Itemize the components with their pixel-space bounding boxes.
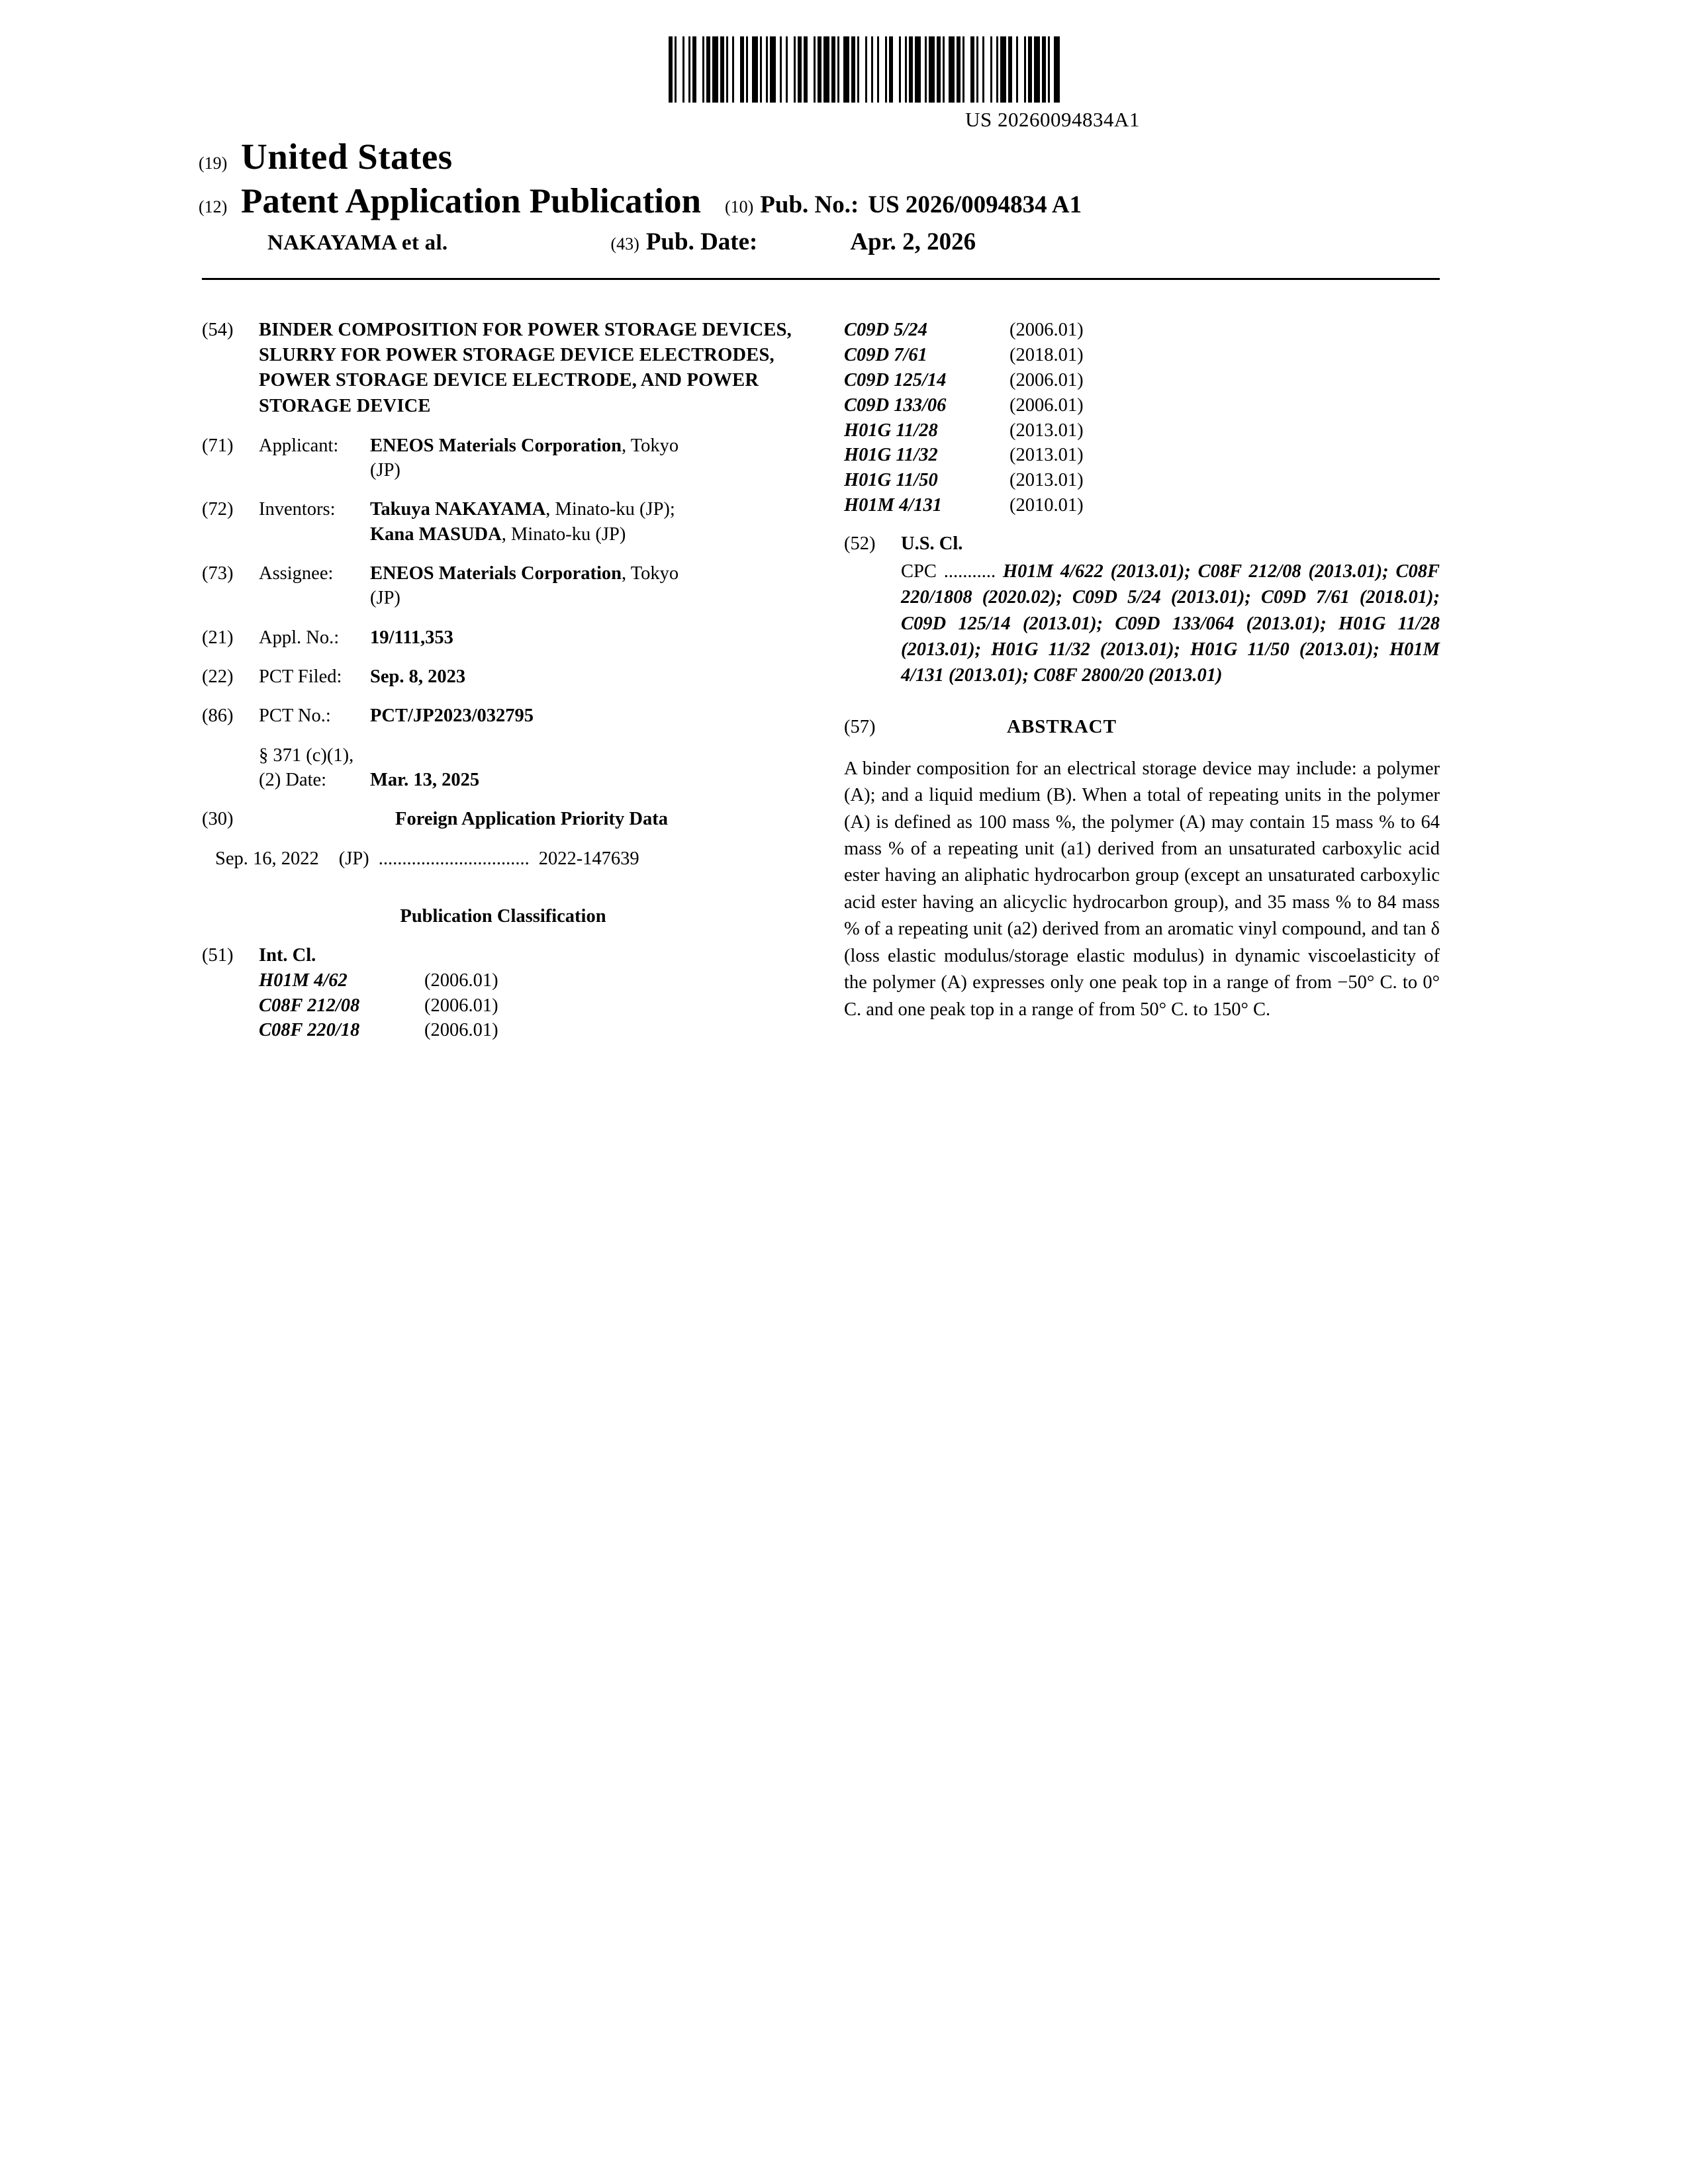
- tag-43: (43): [610, 234, 639, 253]
- int-cl-item: [259, 968, 804, 993]
- int-cl-date: (2006.01): [424, 970, 498, 991]
- int-cl-code: H01G 11/50: [844, 470, 938, 491]
- barcode-number: US 20260094834A1: [965, 108, 1140, 131]
- tag-12: (12): [199, 197, 228, 216]
- section-371-line1: § 371 (c)(1),: [259, 745, 354, 766]
- us-cl-row: [844, 531, 1440, 556]
- int-cl-label: Int. Cl.: [259, 945, 316, 966]
- int-cl-item: [259, 1018, 804, 1043]
- int-cl-item: [844, 443, 1440, 468]
- inventor-1-location: , Minato-ku (JP);: [545, 499, 675, 520]
- cpc-codes: H01M 4/622 (2013.01); C08F 212/08 (2013.01); C08F 220/1808 (2020.02); C09D 5/24 (2013.01); C09D 7/61 (2018.01); C09D 125/14 (2013.01); C09D 133/064 (2013.01); H01G 11/28 (2013.01); H01G 11/32 (2013.01); H01G 11/50 (2013.01); H01M 4/131 (2013.01); C08F 2800/20 (2013.01): [901, 561, 1440, 686]
- tag-10: (10): [724, 197, 754, 216]
- int-cl-date: (2006.01): [1009, 320, 1084, 340]
- int-cl-item: [259, 993, 804, 1019]
- section-371-row: [202, 743, 804, 793]
- int-cl-item: [844, 393, 1440, 418]
- publication-date-block: [610, 228, 976, 256]
- int-cl-code: H01M 4/131: [844, 495, 943, 516]
- title-row: [202, 318, 804, 419]
- int-cl-item: [844, 493, 1440, 518]
- inventor-2-name: Kana MASUDA: [370, 523, 502, 545]
- masthead: [199, 136, 1496, 256]
- applicant-name: ENEOS Materials Corporation: [370, 435, 622, 456]
- tag-71: (71): [202, 435, 234, 456]
- int-cl-date: (2006.01): [424, 995, 498, 1016]
- int-cl-date: (2010.01): [1009, 495, 1084, 516]
- pct-filed-value: Sep. 8, 2023: [370, 666, 466, 688]
- priority-number: 2022-147639: [538, 848, 639, 869]
- priority-data-row: [215, 846, 804, 871]
- pct-filed-row: [202, 664, 804, 689]
- int-cl-date: (2006.01): [1009, 369, 1084, 390]
- int-cl-date: (2013.01): [1009, 420, 1084, 441]
- tag-52: (52): [844, 533, 876, 555]
- int-cl-date: (2013.01): [1009, 470, 1084, 491]
- tag-73: (73): [202, 563, 234, 584]
- abstract-heading-row: [844, 715, 1440, 740]
- int-cl-code: C08F 212/08: [259, 995, 360, 1016]
- appl-no-value: 19/111,353: [370, 627, 453, 648]
- header-divider: [202, 278, 1440, 280]
- invention-title: BINDER COMPOSITION FOR POWER STORAGE DEVICES, SLURRY FOR POWER STORAGE DEVICE ELECTRODES, POWER STORAGE DEVICE ELECTRODE, AND POWER STORAGE DEVICE: [259, 320, 792, 416]
- assignee-label: Assignee:: [259, 563, 334, 584]
- int-cl-code: H01M 4/62: [259, 970, 348, 991]
- applicant-value: [370, 433, 804, 483]
- int-cl-code: C09D 125/14: [844, 369, 947, 390]
- inventors-value: [370, 497, 804, 547]
- pct-filed-label: PCT Filed:: [259, 666, 342, 688]
- applicant-city: , Tokyo: [621, 435, 679, 456]
- inventor-1-name: Takuya NAKAYAMA: [370, 499, 546, 520]
- int-cl-date: (2018.01): [1009, 344, 1084, 365]
- tag-blank-371: [202, 743, 259, 793]
- tag-57: (57): [844, 716, 876, 737]
- int-cl-list: [259, 968, 804, 1044]
- inventors-label: Inventors:: [259, 499, 336, 520]
- int-cl-item: [844, 368, 1440, 393]
- assignee-name: ENEOS Materials Corporation: [370, 563, 622, 584]
- int-cl-item: [844, 468, 1440, 493]
- doctype-line: [199, 181, 1496, 221]
- us-cl-label: U.S. Cl.: [901, 533, 963, 555]
- authors-line: [199, 228, 1496, 256]
- applicant-country: (JP): [370, 460, 400, 481]
- int-cl-date: (2006.01): [424, 1020, 498, 1041]
- barcode-block: [669, 36, 1436, 132]
- inventors-row: [202, 497, 804, 547]
- tag-86: (86): [202, 705, 234, 727]
- int-cl-code: C09D 5/24: [844, 320, 927, 340]
- assignee-value: [370, 561, 804, 611]
- foreign-priority-heading: Foreign Application Priority Data: [395, 809, 668, 830]
- assignee-row: [202, 561, 804, 611]
- tag-22: (22): [202, 666, 234, 688]
- pct-no-row: [202, 704, 804, 728]
- applicant-authors: NAKAYAMA et al.: [267, 231, 448, 255]
- foreign-priority-heading-row: [202, 807, 804, 831]
- int-cl-code: C09D 7/61: [844, 344, 927, 365]
- section-371-line2: (2) Date:: [259, 770, 327, 791]
- abstract-title: ABSTRACT: [1007, 715, 1117, 737]
- int-cl-item: [844, 343, 1440, 368]
- int-cl-item: [844, 418, 1440, 443]
- int-cl-row: [202, 943, 804, 968]
- right-column: [844, 318, 1440, 1023]
- country-line: [199, 136, 1496, 177]
- left-column: [202, 318, 804, 1043]
- priority-date: Sep. 16, 2022: [215, 848, 319, 869]
- assignee-city: , Tokyo: [621, 563, 679, 584]
- inventor-2-location: , Minato-ku (JP): [501, 523, 626, 545]
- barcode-image: [669, 36, 1436, 103]
- publication-classification-heading: Publication Classification: [400, 906, 606, 927]
- section-371-date: Mar. 13, 2025: [370, 770, 480, 791]
- int-cl-item: [844, 318, 1440, 343]
- tag-54: (54): [202, 320, 234, 340]
- tag-21: (21): [202, 627, 234, 648]
- pct-no-label: PCT No.:: [259, 705, 331, 727]
- pub-no-label: Pub. No.:: [760, 191, 859, 218]
- int-cl-continued-list: [844, 318, 1440, 518]
- cpc-text: [901, 559, 1440, 688]
- publication-number-block: [725, 191, 1082, 219]
- pub-no-value: US 2026/0094834 A1: [868, 191, 1082, 218]
- cpc-row: [901, 559, 1440, 688]
- applicant-label: Applicant:: [259, 435, 339, 456]
- tag-72: (72): [202, 499, 234, 520]
- assignee-country: (JP): [370, 588, 400, 609]
- priority-country: (JP): [338, 848, 369, 869]
- priority-dots: ................................: [378, 848, 530, 869]
- int-cl-date: (2013.01): [1009, 445, 1084, 466]
- tag-19: (19): [199, 154, 228, 173]
- tag-30: (30): [202, 809, 234, 830]
- int-cl-code: C08F 220/18: [259, 1020, 360, 1041]
- document-type: Patent Application Publication: [241, 182, 701, 220]
- appl-no-row: [202, 625, 804, 650]
- int-cl-date: (2006.01): [1009, 394, 1084, 416]
- abstract-text: A binder composition for an electrical storage device may include: a polymer (A); and a liquid medium (B). When a total of repeating units in the polymer (A) is defined as 100 mass %, the polymer (A) may contain 15 mass % to 64 mass % of a repeating unit (a1) derived from an unsaturated carboxylic acid ester having an aliphatic hydrocarbon group (except an unsaturated carboxylic acid ester having an alicyclic hydrocarbon group), and 35 mass % to 84 mass % of a repeating unit (a2) derived from an aromatic vinyl compound, and tan δ (loss elastic modulus/storage elastic modulus) in dynamic viscoelasticity of the polymer (A) expresses only one peak top in a range of from −50° C. to 0° C. and one peak top in a range of from 50° C. to 150° C.: [844, 758, 1440, 1020]
- pub-date-label: Pub. Date:: [645, 228, 758, 255]
- tag-51: (51): [202, 945, 234, 966]
- cpc-label: CPC ...........: [901, 561, 996, 582]
- section-371-labels: [259, 743, 370, 793]
- int-cl-code: H01G 11/32: [844, 445, 938, 466]
- pct-no-value: PCT/JP2023/032795: [370, 705, 534, 727]
- appl-no-label: Appl. No.:: [259, 627, 340, 648]
- int-cl-code: H01G 11/28: [844, 420, 938, 441]
- applicant-row: [202, 433, 804, 483]
- pub-date-value: Apr. 2, 2026: [850, 228, 976, 255]
- int-cl-code: C09D 133/06: [844, 394, 947, 416]
- country-title: United States: [241, 136, 453, 177]
